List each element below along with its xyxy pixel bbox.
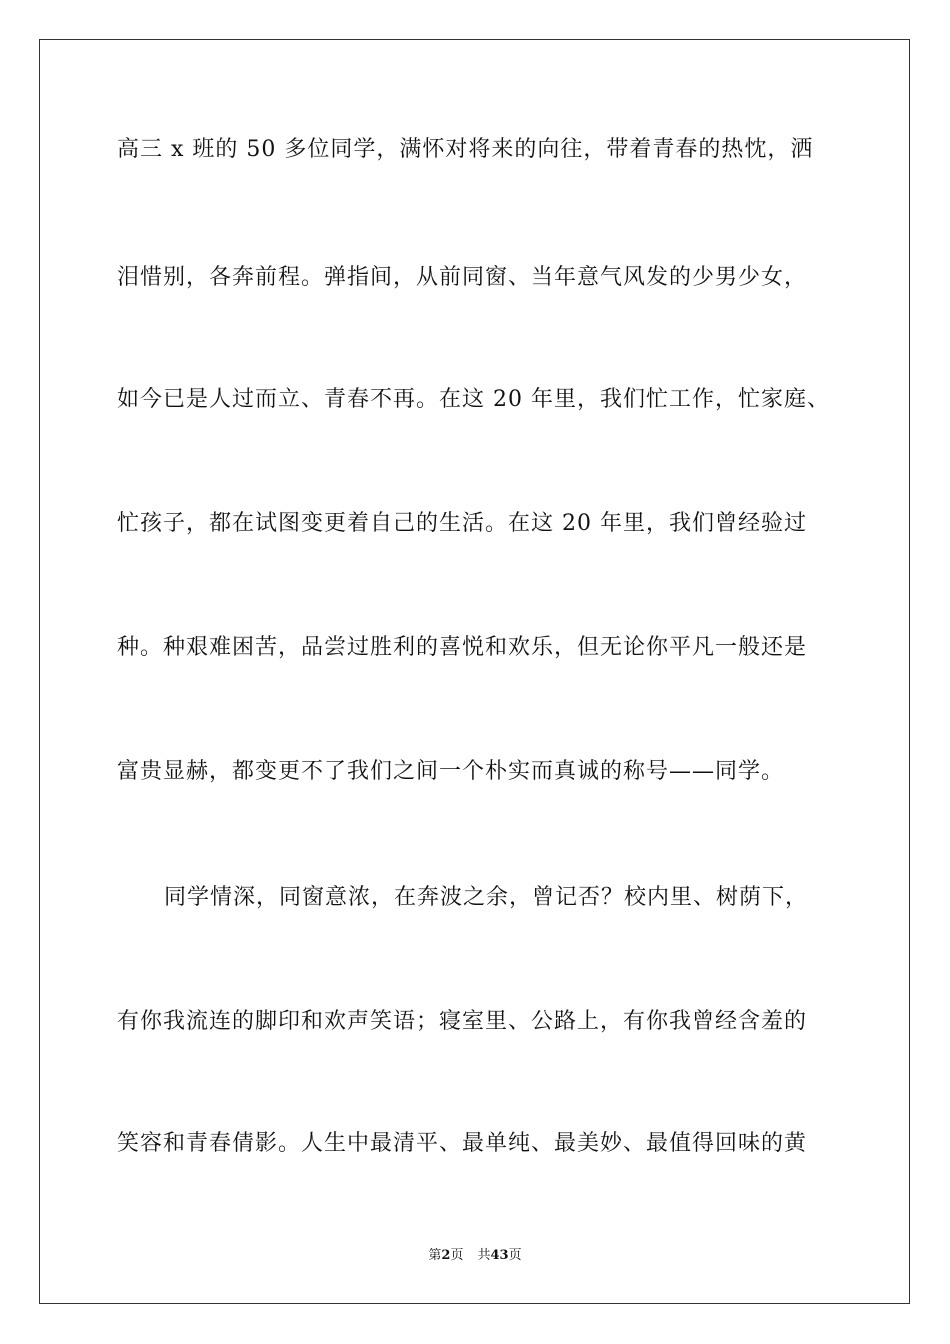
text-line-6: 富贵显赫，都变更不了我们之间一个朴实而真诚的称号——同学。: [117, 759, 785, 784]
total-prefix: 共: [477, 1248, 491, 1263]
total-suffix: 页: [508, 1248, 522, 1263]
page-suffix: 页: [450, 1248, 464, 1263]
text-line-1: 高三 x 班的 50 多位同学，满怀对将来的向往，带着青春的热忱，洒: [117, 137, 814, 162]
text-line-8: 有你我流连的脚印和欢声笑语；寝室里、公路上，有你我曾经含羞的: [117, 1009, 808, 1034]
text-line-3: 如今已是人过而立、青春不再。在这 20 年里，我们忙工作，忙家庭、: [117, 387, 830, 412]
text-line-2: 泪惜别，各奔前程。弹指间，从前同窗、当年意气风发的少男少女，: [117, 265, 808, 290]
page-footer: [0, 1247, 950, 1265]
page-prefix: 第: [428, 1248, 442, 1263]
text-line-4: 忙孩子，都在试图变更着自己的生活。在这 20 年里，我们曾经验过: [117, 511, 807, 536]
text-line-9: 笑容和青春倩影。人生中最清平、最单纯、最美妙、最值得回味的黄: [117, 1131, 808, 1156]
text-line-5: 种。种艰难困苦，品尝过胜利的喜悦和欢乐，但无论你平凡一般还是: [117, 635, 808, 660]
page-number: 2: [441, 1248, 451, 1263]
text-line-7: 同学情深，同窗意浓，在奔波之余，曾记否？校内里、树荫下，: [164, 885, 809, 910]
total-pages: 43: [490, 1248, 509, 1263]
page-border: [39, 39, 910, 1304]
